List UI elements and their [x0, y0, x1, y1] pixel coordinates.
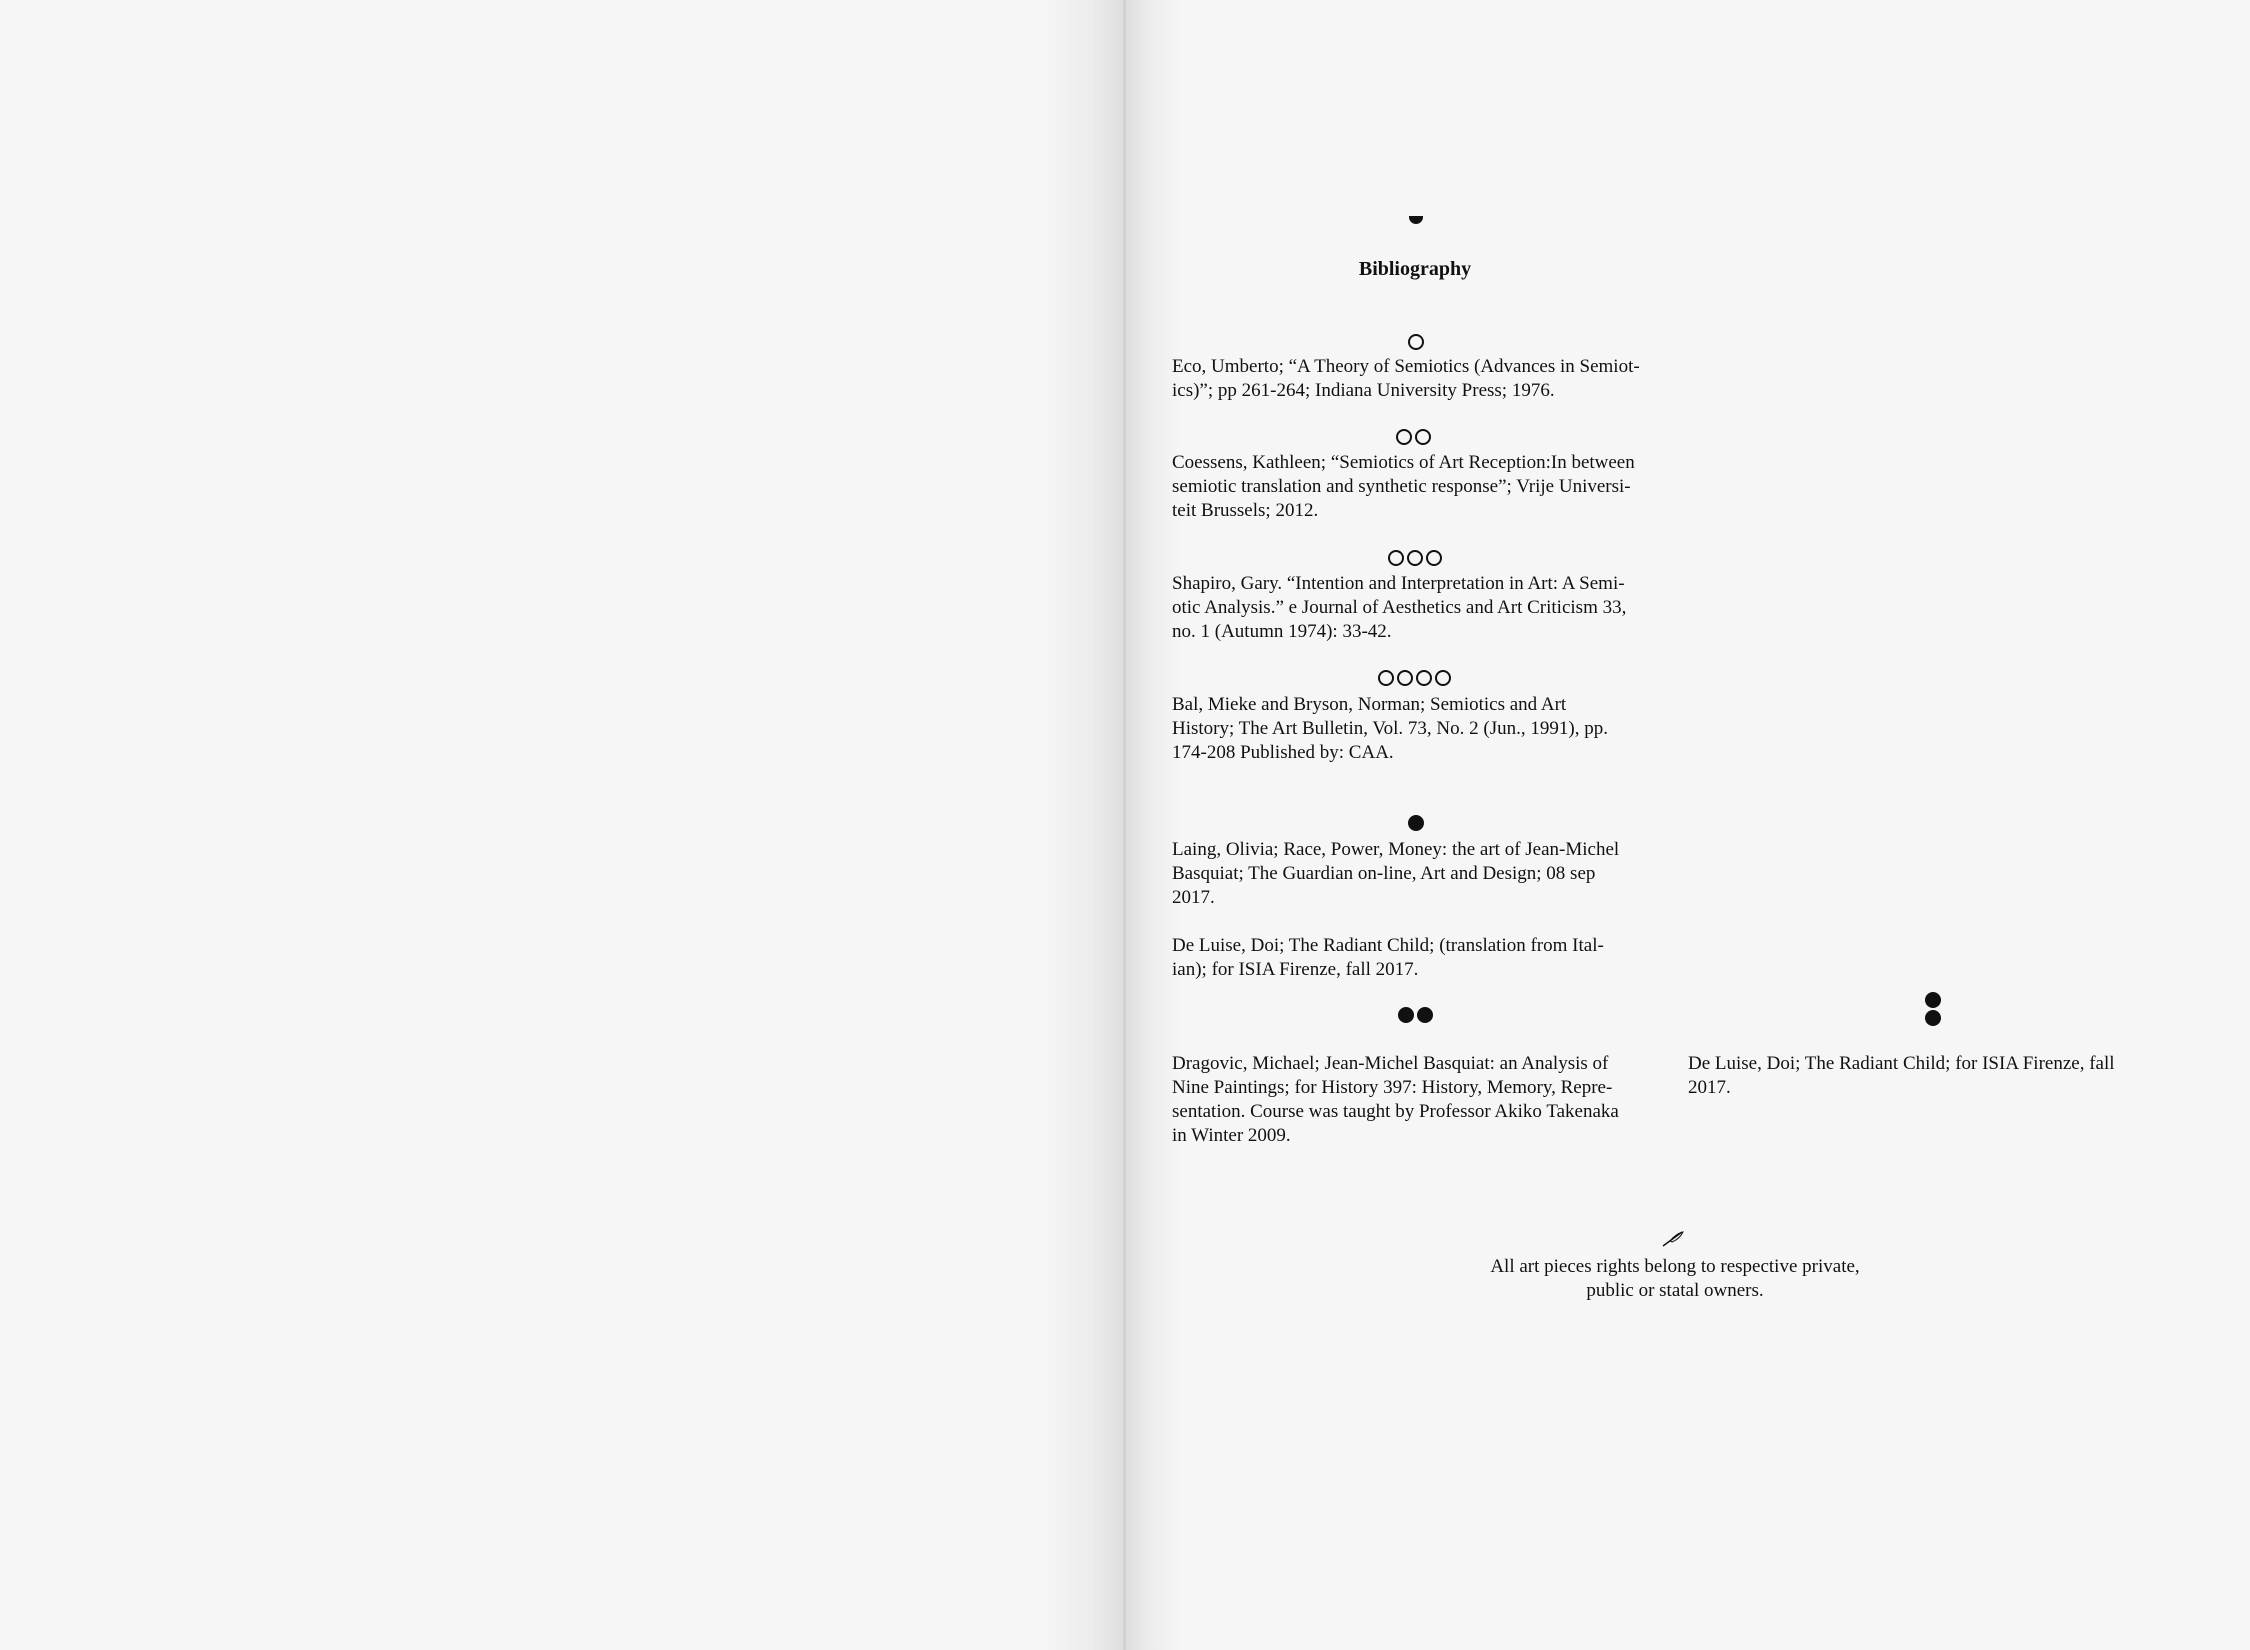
open-circle-icon: [1426, 550, 1442, 566]
marker-one-open-circle: [1408, 334, 1424, 350]
open-circle-icon: [1378, 670, 1394, 686]
open-circle-icon: [1397, 670, 1413, 686]
marker-two-open-circles: [1396, 429, 1431, 445]
open-circle-icon: [1388, 550, 1404, 566]
open-circle-icon: [1407, 550, 1423, 566]
marker-three-open-circles: [1388, 550, 1442, 566]
bibliography-entry-5: Laing, Olivia; Race, Power, Money: the art of Jean-Michel Basquiat; The Guardian on-line, Art and Design; 08 sep 2017.: [1172, 839, 1620, 908]
bibliography-entry-2: Coessens, Kathleen; “Semiotics of Art Reception:In between semiotic translation and synthetic response”; Vrije Universi- teit Brussels; 2012.: [1172, 452, 1635, 521]
filled-circle-icon: [1398, 1007, 1414, 1023]
feather-pen-icon: [1660, 1230, 1686, 1248]
marker-two-filled-circles: [1398, 1007, 1433, 1023]
filled-circle-icon: [1408, 815, 1424, 831]
book-gutter: [1123, 0, 1126, 1650]
bibliography-entry-1: Eco, Umberto; “A Theory of Semiotics (Advances in Semiot- ics)”; pp 261-264; Indiana University Press; 1976.: [1172, 356, 1640, 401]
open-circle-icon: [1415, 429, 1431, 445]
open-circle-icon: [1416, 670, 1432, 686]
bibliography-entry-4: Bal, Mieke and Bryson, Norman; Semiotics and Art History; The Art Bulletin, Vol. 73, No. 2 (Jun., 1991), pp. 174-208 Published by: CAA.: [1172, 694, 1608, 763]
filled-circle-icon: [1925, 1010, 1941, 1026]
rights-notice: All art pieces rights belong to respective private, public or statal owners.: [1490, 1256, 1860, 1301]
filled-circle-icon: [1417, 1007, 1433, 1023]
right-page: [1125, 0, 2250, 1650]
marker-stacked-filled-circles: [1925, 992, 1941, 1026]
filled-circle-icon: [1925, 992, 1941, 1008]
open-circle-icon: [1408, 334, 1424, 350]
bibliography-entry-3: Shapiro, Gary. “Intention and Interpretation in Art: A Semi- otic Analysis.” e Journal of Aesthetics and Art Criticism 33, no. 1 (Autumn 1974): 33-42.: [1172, 573, 1627, 642]
open-circle-icon: [1396, 429, 1412, 445]
bibliography-side-entry: De Luise, Doi; The Radiant Child; for ISIA Firenze, fall 2017.: [1688, 1053, 2115, 1098]
marker-one-filled-circle: [1408, 815, 1424, 831]
open-circle-icon: [1435, 670, 1451, 686]
marker-four-open-circles: [1378, 670, 1451, 686]
page-title: Bibliography: [1358, 258, 1472, 280]
bibliography-entry-6: De Luise, Doi; The Radiant Child; (translation from Ital- ian); for ISIA Firenze, fall 2017.: [1172, 935, 1604, 980]
bibliography-entry-7: Dragovic, Michael; Jean-Michel Basquiat: an Analysis of Nine Paintings; for History 397: History, Memory, Repre- sentation. Course was taught by Professor Akiko Takenaka in Winter 2009.: [1172, 1053, 1619, 1146]
